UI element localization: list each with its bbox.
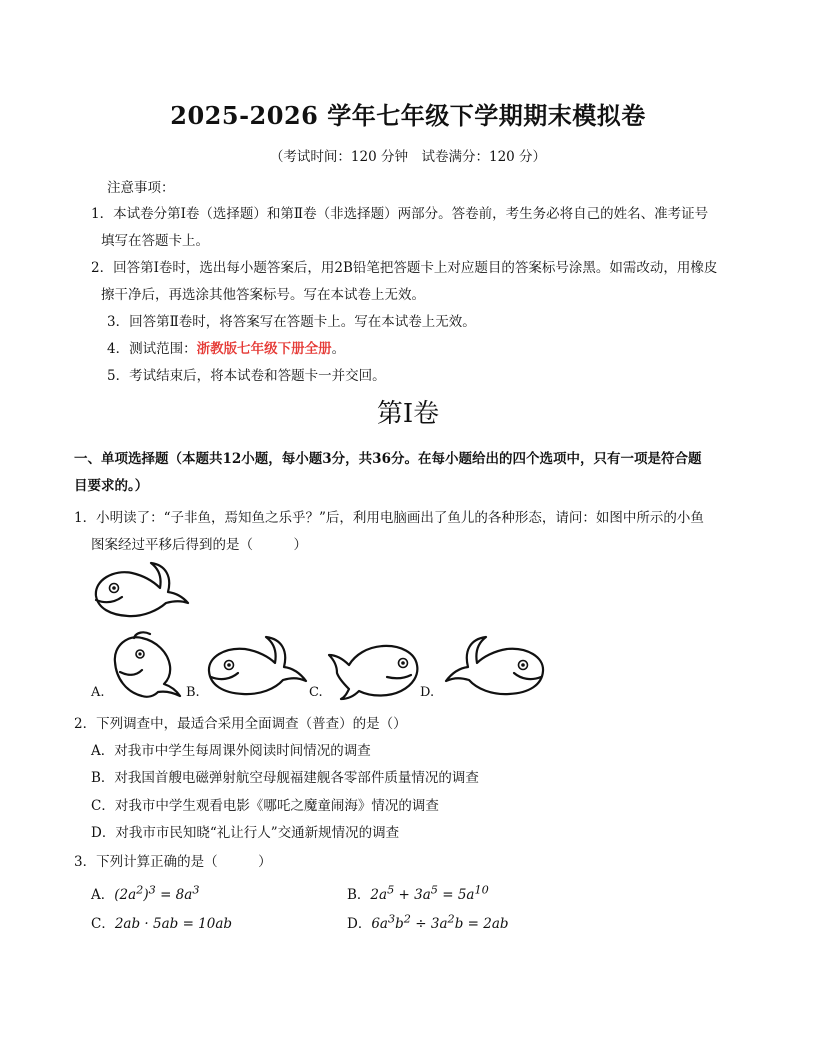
note-4: 4．测试范围：浙教版七年级下册全册。 bbox=[107, 341, 346, 357]
scope-highlight: 浙教版七年级下册全册 bbox=[196, 341, 332, 357]
q2-option-d[interactable]: D．对我市市民知晓“礼让行人”交通新规情况的调查 bbox=[91, 825, 400, 841]
section-heading: 一、单项选择题（本题共12小题，每小题3分，共36分。在每小题给出的四个选项中，只有一项是符合题 bbox=[74, 451, 702, 467]
q1-stem-cont: 图案经过平移后得到的是（ ） bbox=[91, 537, 307, 553]
q3-stem: 3．下列计算正确的是（ ） bbox=[74, 854, 272, 870]
q2-option-b[interactable]: B．对我国首艘电磁弹射航空母舰福建舰各零部件质量情况的调查 bbox=[91, 770, 479, 786]
q1-option-b[interactable]: B. bbox=[186, 685, 200, 700]
note-3: 3．回答第Ⅱ卷时，将答案写在答题卡上。写在本试卷上无效。 bbox=[107, 314, 476, 330]
volume-title: 第Ⅰ卷 bbox=[376, 399, 440, 429]
q1-option-c[interactable]: C. bbox=[309, 685, 323, 700]
fish-option-b-icon bbox=[205, 633, 311, 699]
q3-option-a[interactable]: A．$(2a^2)^3 = 8a^3$ bbox=[91, 883, 200, 903]
exam-info: （考试时间：120 分钟 试卷满分：120 分） bbox=[269, 149, 547, 165]
section-heading-cont: 目要求的。） bbox=[74, 478, 149, 494]
fish-option-d-icon bbox=[443, 633, 547, 699]
q2-option-c[interactable]: C．对我市中学生观看电影《哪吒之魔童闹海》情况的调查 bbox=[91, 798, 439, 814]
q3-option-b[interactable]: B．$2a^5 + 3a^5 = 5a^{10}$ bbox=[347, 883, 489, 903]
q2-option-a[interactable]: A．对我市中学生每周课外阅读时间情况的调查 bbox=[91, 743, 371, 759]
fish-option-c-icon bbox=[327, 637, 423, 701]
q1-option-d[interactable]: D. bbox=[420, 685, 435, 700]
q3-option-c[interactable]: C．2ab · 5ab = 10ab bbox=[91, 916, 233, 932]
notes-heading: 注意事项： bbox=[107, 180, 175, 196]
q1-option-a[interactable]: A. bbox=[91, 685, 105, 700]
q3-option-d[interactable]: D．$6a^3b^2 \div 3a^2b = 2ab$ bbox=[347, 912, 509, 932]
note-1: 1．本试卷分第Ⅰ卷（选择题）和第Ⅱ卷（非选择题）两部分。答卷前，考生务必将自己的姓名、准考证号 bbox=[91, 206, 709, 222]
q1-stem: 1．小明读了：“子非鱼，焉知鱼之乐乎？”后，利用电脑画出了鱼儿的各种形态，请问：如图中所示的小鱼 bbox=[74, 510, 704, 526]
fish-option-a-icon bbox=[110, 628, 184, 698]
note-5: 5．考试结束后，将本试卷和答题卡一并交回。 bbox=[107, 368, 386, 384]
note-1-cont: 填写在答题卡上。 bbox=[101, 233, 209, 249]
page-title: 2025-2026 学年七年级下学期期末模拟卷 bbox=[170, 101, 646, 130]
note-2-cont: 擦干净后，再选涂其他答案标号。写在本试卷上无效。 bbox=[101, 287, 425, 303]
note-2: 2．回答第Ⅰ卷时，选出每小题答案后，用2B铅笔把答题卡上对应题目的答案标号涂黑。如需改动，用橡皮 bbox=[91, 260, 718, 276]
q2-stem: 2．下列调查中，最适合采用全面调查（普查）的是（） bbox=[74, 716, 407, 732]
fish-original-icon bbox=[88, 560, 192, 622]
